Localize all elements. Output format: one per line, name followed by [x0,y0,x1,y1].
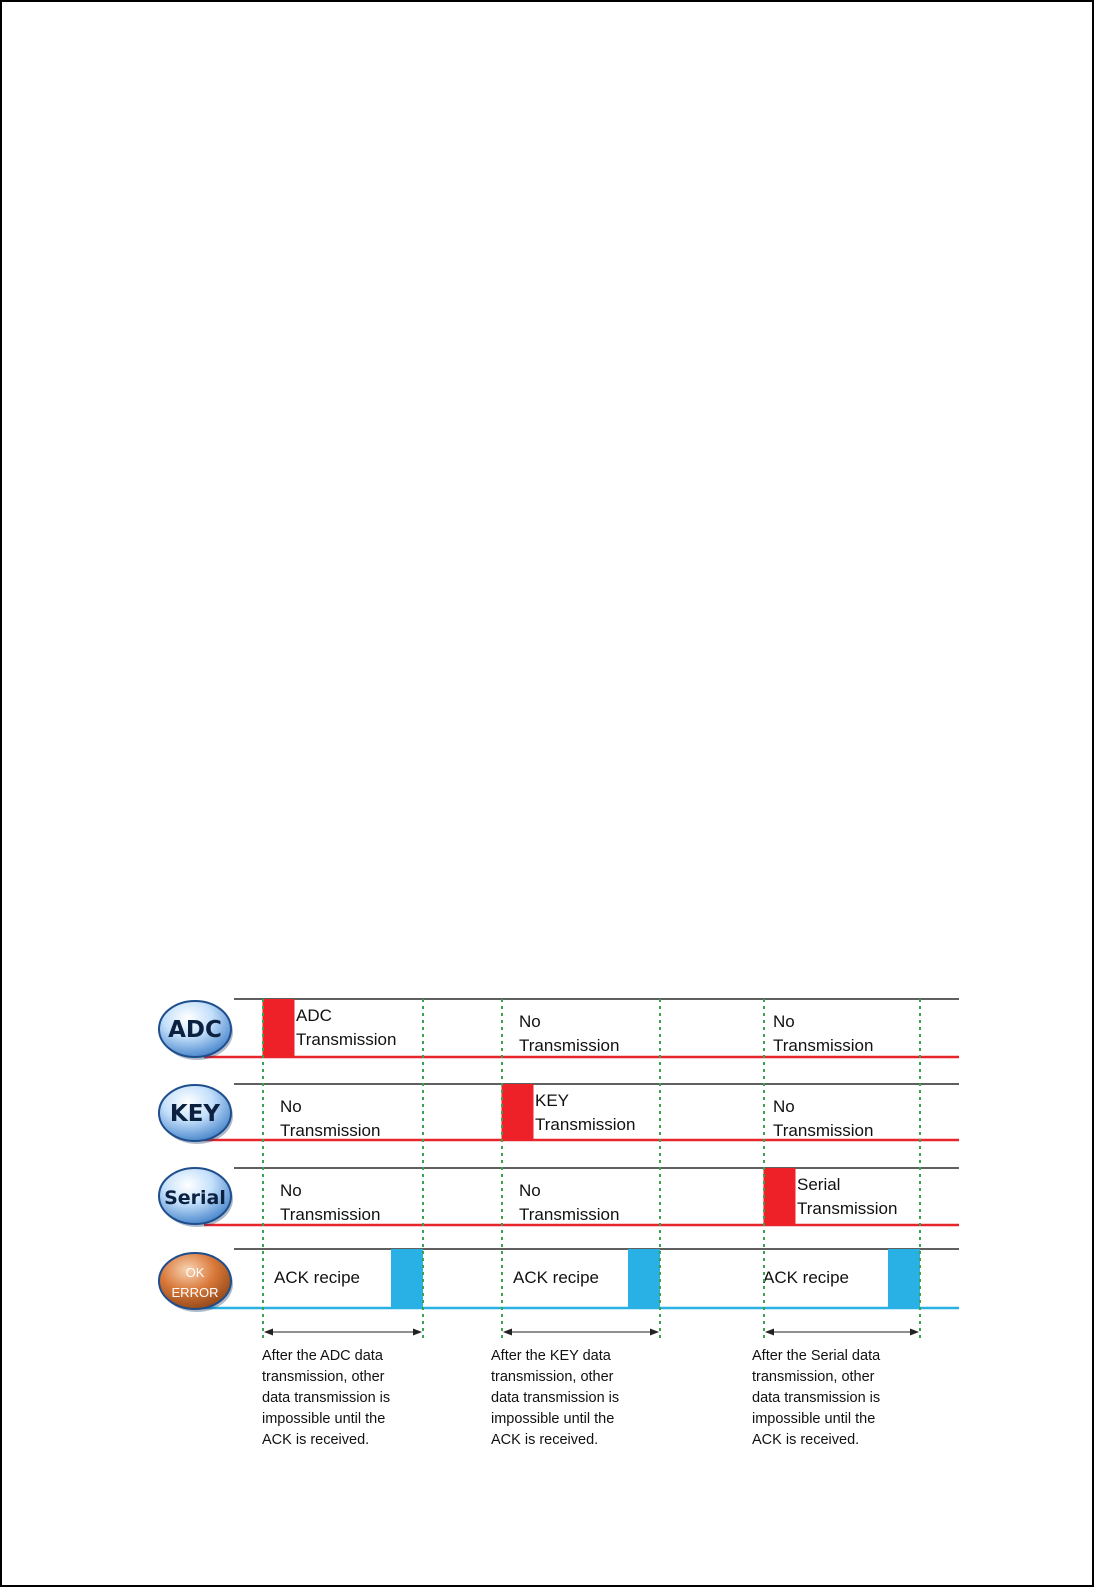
window-arrowhead-left [765,1329,774,1336]
segment-label-line2: Transmission [773,1036,874,1055]
segment-label-line1: No [773,1097,795,1116]
segment-label-line2: Transmission [797,1199,898,1218]
segment-label-line2: Transmission [519,1036,620,1055]
transmission-pulse [764,1168,796,1225]
window-arrowhead-right [413,1329,422,1336]
ack-pulse [391,1249,423,1308]
note-line: After the ADC data [262,1348,383,1364]
transmission-pulse [263,999,295,1057]
ack-pulse [888,1249,920,1308]
note-line: impossible until the [752,1411,876,1427]
segment-label-line2: Transmission [280,1205,381,1224]
badge-ok-error-label: OK [185,1265,205,1280]
window-arrowhead-right [650,1329,659,1336]
segment-label-line1: No [280,1181,302,1200]
note-line: impossible until the [491,1411,615,1427]
ack-label: ACK recipe [763,1268,849,1287]
timing-diagram [2,2,1094,1587]
note-line: After the KEY data [491,1348,611,1364]
segment-label-line2: Transmission [535,1115,636,1134]
note-line: After the Serial data [752,1348,881,1364]
transmission-pulse [502,1084,534,1140]
ack-pulse [628,1249,660,1308]
note-line: ACK is received. [491,1432,599,1448]
note-line: impossible until the [262,1411,386,1427]
signal-row-1 [159,1084,959,1144]
note-line: transmission, other [262,1369,385,1385]
segment-label-line2: Transmission [519,1205,620,1224]
window-notes [262,1348,881,1448]
window-arrowhead-right [910,1329,919,1336]
ack-label: ACK recipe [274,1268,360,1287]
window-arrowhead-left [503,1329,512,1336]
segment-label-line1: No [773,1012,795,1031]
badge-label: Serial [164,1187,226,1209]
note-line: ACK is received. [752,1432,860,1448]
signal-row-0 [159,999,959,1060]
note-line: data transmission is [491,1390,620,1406]
badge-ok-error [159,1253,231,1309]
note-line: ACK is received. [262,1432,370,1448]
ack-label: ACK recipe [513,1268,599,1287]
signal-rows [159,999,959,1312]
note-line: transmission, other [752,1369,875,1385]
note-line: data transmission is [262,1390,391,1406]
window-note-0 [262,1348,390,1448]
signal-row-2 [159,1168,959,1227]
segment-label-line2: Transmission [280,1121,381,1140]
segment-label-line1: No [519,1181,541,1200]
segment-label-line1: No [280,1097,302,1116]
window-note-2 [752,1348,881,1448]
segment-label-line1: KEY [535,1091,570,1110]
ack-row [159,1249,959,1312]
segment-label-line1: No [519,1012,541,1031]
segment-label-line1: Serial [797,1175,841,1194]
segment-label-line1: ADC [296,1006,332,1025]
badge-label: KEY [169,1101,221,1127]
window-arrowhead-left [264,1329,273,1336]
note-line: data transmission is [752,1390,881,1406]
note-line: transmission, other [491,1369,614,1385]
badge-label: ADC [168,1017,222,1043]
segment-label-line2: Transmission [296,1030,397,1049]
badge-ok-error-label: ERROR [171,1285,219,1300]
segment-label-line2: Transmission [773,1121,874,1140]
window-note-1 [491,1348,619,1448]
